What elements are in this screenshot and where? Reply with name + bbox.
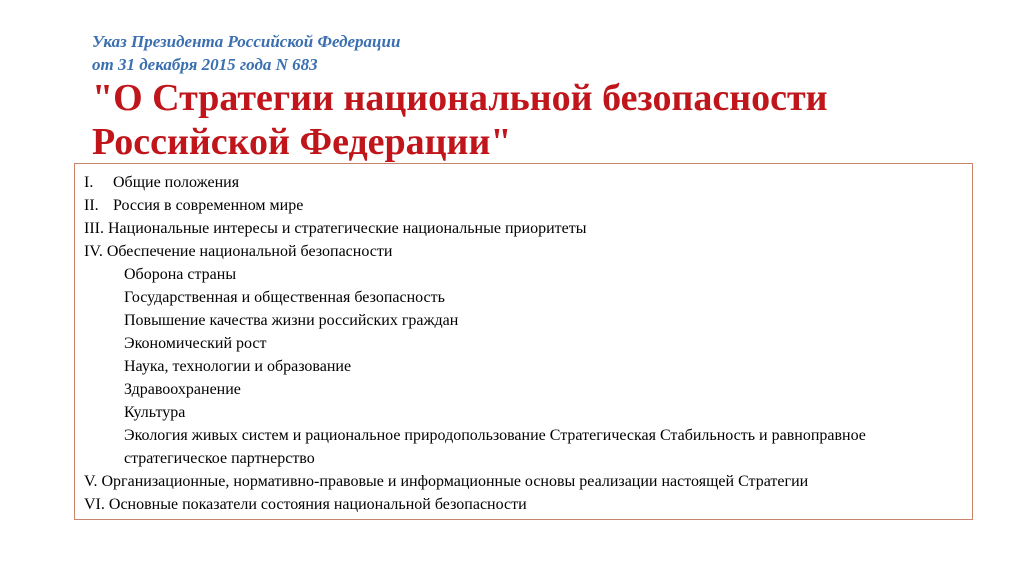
toc-item-2-number: II. (84, 197, 99, 214)
toc-subitem: Оборона страны (124, 266, 237, 283)
decree-heading: Указ Президента Российской Федерации (92, 32, 401, 51)
toc-subitem: Экономический рост (124, 335, 267, 352)
toc-item-1-text: Общие положения (113, 174, 240, 191)
toc-subitem: Наука, технологии и образование (124, 358, 352, 375)
document-title: "О Стратегии национальной безопасности Российской Федерации" (92, 77, 828, 163)
toc-subitem: Государственная и общественная безопасность (124, 289, 445, 306)
toc-item-3: III. Национальные интересы и стратегические национальные приоритеты (84, 220, 587, 237)
toc-item-6: VI. Основные показатели состояния национальной безопасности (84, 496, 527, 513)
toc-subitem: Культура (124, 404, 186, 421)
toc-item-1 (84, 171, 972, 194)
toc-item-4: IV. Обеспечение национальной безопасности (84, 243, 393, 260)
toc-item-2-text: Россия в современном мире (113, 197, 304, 214)
toc-subitem: Экология живых систем и рациональное природопользование Стратегическая Стабильность и равноправное стратегическое партнерство (124, 427, 866, 467)
toc-item-5: V. Организационные, нормативно-правовые и информационные основы реализации настоящей Стратегии (84, 473, 809, 490)
toc-subitem: Здравоохранение (124, 381, 241, 398)
toc-item-1-number: I. (84, 174, 94, 191)
toc-item-2 (84, 194, 972, 217)
decree-date: от 31 декабря 2015 года N 683 (92, 55, 318, 74)
toc-subitem: Повышение качества жизни российских граждан (124, 312, 459, 329)
table-of-contents (74, 163, 973, 520)
